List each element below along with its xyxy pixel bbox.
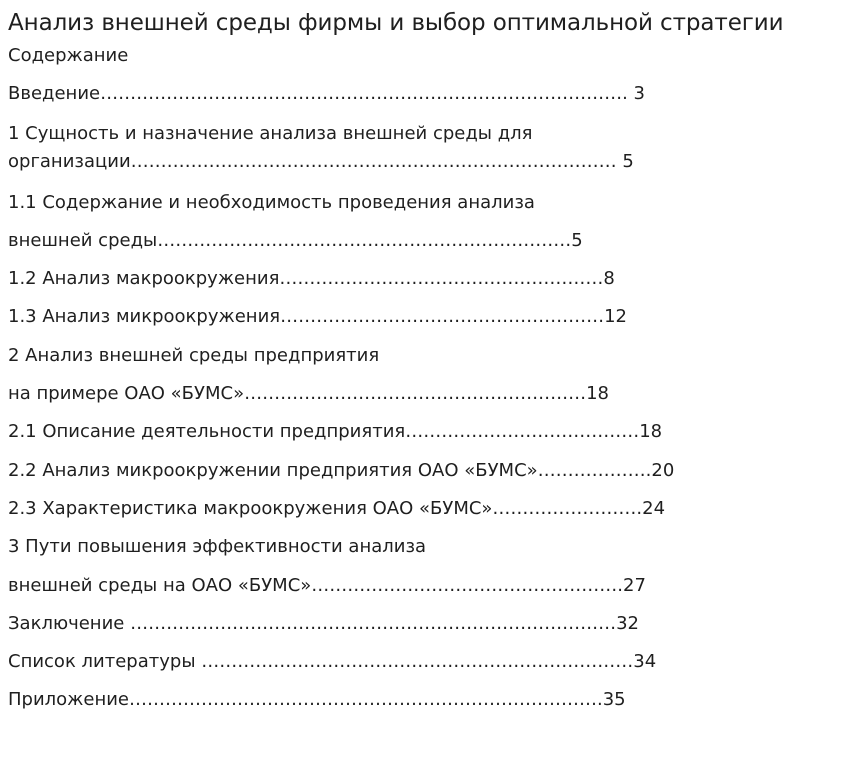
document-title: Анализ внешней среды фирмы и выбор оптимальной стратегии	[8, 10, 784, 36]
toc-entry-conclusion: Заключение ………………………………………………………………………32	[8, 612, 639, 634]
toc-entry-section-3-line-2: внешней среды на ОАО «БУМС»…………………………………………….27	[8, 574, 646, 596]
toc-entry-section-2-1: 2.1 Описание деятельности предприятия…………………………………18	[8, 421, 663, 443]
toc-entry-bibliography: Список литературы ………………………………………………………………34	[8, 651, 657, 673]
toc-entry-section-2-line-1: 2 Анализ внешней среды предприятия	[8, 344, 380, 366]
toc-entry-section-1-1-line-2: внешней среды……………………………………………………………5	[8, 229, 583, 251]
toc-heading: Содержание	[8, 45, 129, 66]
toc-entry-section-2-line-2: на примере ОАО «БУМС»…………………………………………………18	[8, 383, 610, 405]
table-of-contents	[8, 82, 839, 712]
toc-entry-section-2-3: 2.3 Характеристика макроокружения ОАО «БУМС»…………………….24	[8, 497, 666, 519]
toc-entry-section-2-2: 2.2 Анализ микроокружении предприятия ОАО «БУМС»……………….20	[8, 459, 675, 481]
toc-entry-section-1-1-line-1: 1.1 Содержание и необходимость проведения анализа	[8, 191, 535, 213]
toc-entry-introduction: Введение……………………………………………………………………………. 3	[8, 83, 645, 104]
toc-entry-section-3-line-1: 3 Пути повышения эффективности анализа	[8, 536, 427, 558]
toc-entry-section-1-3: 1.3 Анализ микроокружения………………………………………………12	[8, 306, 627, 328]
toc-entry-appendix: Приложение…………………………………………………………………….35	[8, 689, 626, 711]
toc-entry-section-1-2: 1.2 Анализ макроокружения………………………………………………8	[8, 268, 615, 290]
toc-entry-section-1: 1 Сущность и назначение анализа внешней среды для организации……………………………………………………………………… 5	[8, 123, 634, 173]
